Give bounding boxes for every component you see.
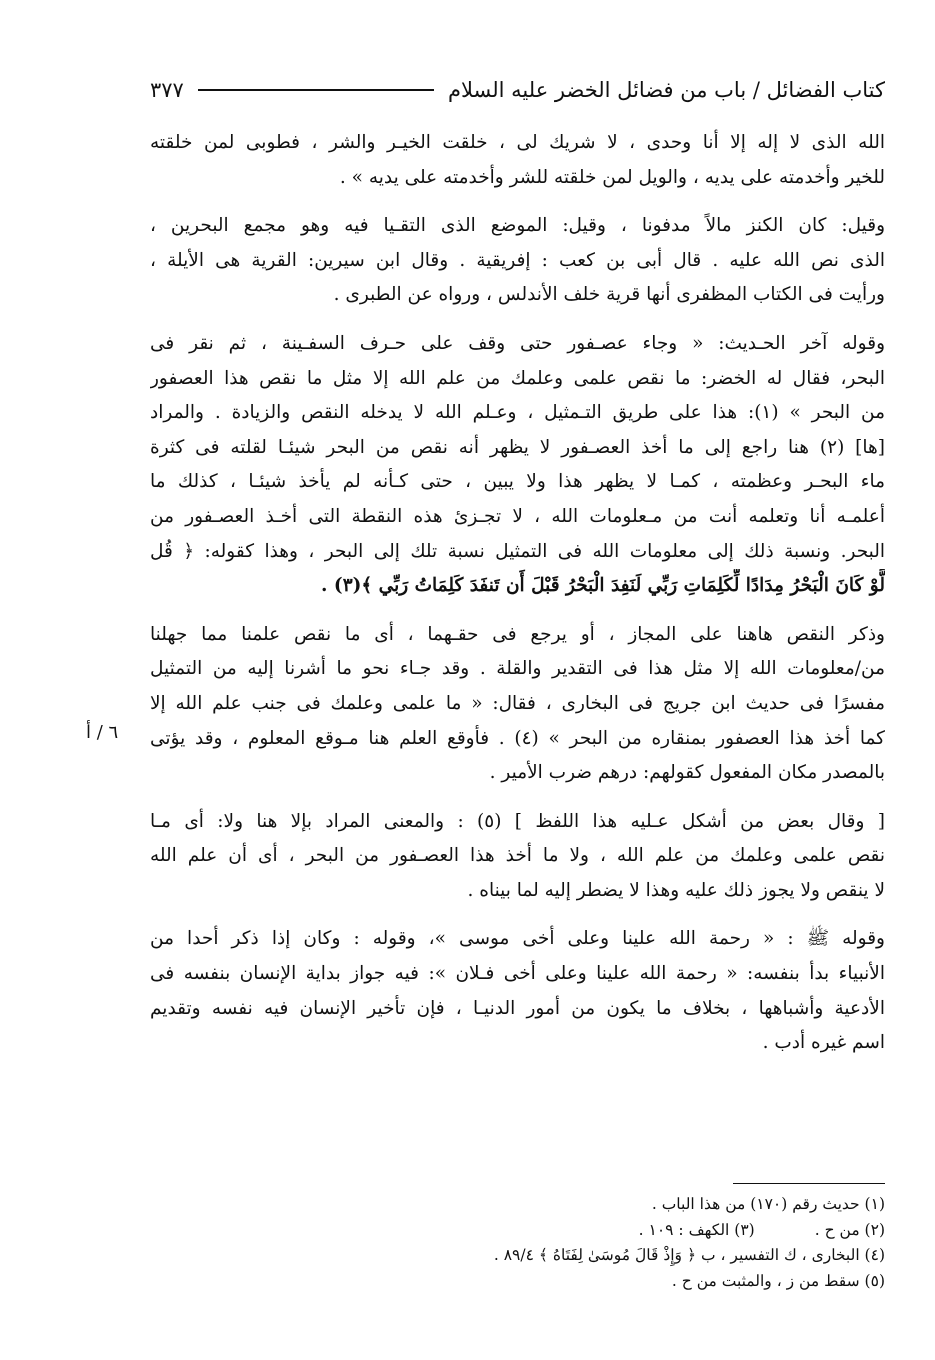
paragraph [150, 922, 885, 1060]
text-line: الأدعية وأشباهها ، بخلاف ما يكون من أمور الدنيـا ، فإن تأخير الإنسان فيه نفسه وتقديم [150, 997, 885, 1019]
text-line: أعلمـه أنا وتعلمه أنت من مـعلومات الله ، لا تجـزئ هذه النقطة التى أخـذ العصـفور من [150, 505, 885, 527]
paragraph [150, 327, 885, 604]
text-line: ماء البحـر وعظمته ، كمـا لا يظهر هذا ولا يبين ، حتى كـأنه لم يأخذ شيئـا ، كذلك ما [150, 471, 885, 493]
text-line: ورأيت فى الكتاب المظفرى أنها قرية خلف الأندلس ، ورواه عن الطبرى . [333, 284, 885, 306]
text-line: وذكر النقص هاهنا على المجاز ، أو يرجع فى حقـهما ، أى ما نقص علمنا مما جهلنا [150, 623, 885, 645]
text-line: الأنبياء بدأ بنفسه: « رحمة الله علينا وعلى أخى فـلان »: فيه جواز بداية الإنسان بنفسه فى [150, 963, 885, 985]
text-line: مفسرًا فى حديث ابن جريج فى البخارى ، فقال: « ما علمى وعلمك فى جنب علم الله إلا [150, 692, 885, 714]
footnote-text: (٣) الكهف : ١٠٩ . [638, 1220, 755, 1239]
header-rule [198, 89, 434, 91]
text-line: لا ينقص ولا يجوز ذلك عليه وهذا لا يضطر إليه لما بيناه . [467, 879, 885, 901]
text-line: للخير وأخدمته على يديه ، والويل لمن خلقته للشر وأخدمته على يديه » . [339, 166, 885, 188]
footnote [330, 1218, 885, 1244]
paragraph [150, 618, 885, 791]
running-header [150, 72, 885, 108]
text-line: من البحر » (١): هذا على طريق التـمثيل ، وعـلم الله لا يدخله النقص والزيادة . والمراد [150, 402, 885, 424]
text-line: البحر، فقال له الخضر: ما نقص علمى وعلمك من علم الله إلا مثل ما نقص هذا العصفور [150, 367, 885, 389]
footnote [330, 1243, 885, 1269]
text-line: كما أخذ هذا العصفور بمنقاره من البحر » (٤) . فأوقع العلم هنا مـوقع المعلوم ، وقد يؤتى [150, 727, 885, 749]
page-number: ٣٧٧ [150, 78, 184, 102]
text-line: وقوله آخر الحـديث: « وجاء عصـفور حتى وقف على حـرف السفـينة ، ثم نقر فى [150, 332, 885, 354]
text-line: الذى نص الله عليه . قال أبى بن كعب : إفريقية . وقال ابن سيرين: القرية هى الأيلة ، [150, 249, 885, 271]
footnote-text: (١) حديث رقم (١٧٠) من هذا الباب . [651, 1195, 885, 1213]
footnote [330, 1192, 885, 1218]
text-line: لَّوْ كَانَ الْبَحْرُ مِدَادًا لِّكَلِمَاتِ رَبِّي لَنَفِدَ الْبَحْرُ قَبْلَ أَن تَنفَدَ كَلِمَاتُ رَبِّي ﴾(٣) . [321, 575, 885, 597]
text-line: وقوله ﷺ : « رحمة الله علينا وعلى أخى موسى »، وقوله : وكان إذا ذكر أحدا من [150, 928, 885, 950]
text-line: اسم غيره أدب . [762, 1032, 885, 1054]
paragraph [150, 209, 885, 313]
paragraph [150, 805, 885, 909]
footnote-rule [733, 1183, 885, 1184]
footnote-text: (٢) من ح . [814, 1220, 885, 1239]
footnotes [330, 1192, 885, 1294]
footnote-text: (٤) البخارى ، ك التفسير ، ب ﴿ وَإِذْ قَالَ مُوسَىٰ لِفَتَاهُ ﴾ ٨٩/٤ . [493, 1246, 885, 1264]
text-line: الله الذى لا إله إلا أنا وحدى ، لا شريك لى ، خلقت الخيـر والشر ، فطوبى لمن خلقته [150, 132, 885, 153]
margin-folio-note: ٦ / أ [86, 722, 119, 743]
text-line: نقص علمى وعلمك من علم الله ، ولا ما أخذ هذا العصـفور من البحر ، أى أن علم الله [150, 845, 885, 867]
text-line: من/معلومات الله إلا مثل هذا فى التقدير والقلة . وقد جـاء نحو ما أشرنا إليه من التمثيل [150, 658, 885, 680]
text-line: [ها] (٢) هنا راجع إلى ما أخذ العصـفور لا يظهر أنه نقص من البحر شيئـا لقلته فى كثرة [150, 436, 885, 458]
text-line: [ وقال بعض من أشكل عـليه هذا اللفظ ] (٥) : والمعنى المراد بإلا هنا ولا: أى مـا [150, 810, 885, 832]
footnote-text: (٥) سقط من ز ، والمثبت من ح . [671, 1271, 885, 1290]
main-text [150, 126, 885, 1075]
text-line: البحر. ونسبة ذلك إلى معلومات الله فى التمثيل نسبة تلك إلى البحر ، وهذا كقوله: ﴿ قُل [150, 540, 885, 562]
text-line: وقيل: كان الكنز مالاً مدفونا ، وقيل: الموضع الذى التقـيا فيه وهو مجمع البحرين ، [150, 215, 885, 237]
text-line: بالمصدر مكان المفعول كقولهم: درهم ضرب الأمير . [489, 762, 885, 784]
paragraph [150, 126, 885, 195]
header-title: كتاب الفضائل / باب من فضائل الخضر عليه السلام [447, 78, 885, 102]
footnote [330, 1269, 885, 1295]
